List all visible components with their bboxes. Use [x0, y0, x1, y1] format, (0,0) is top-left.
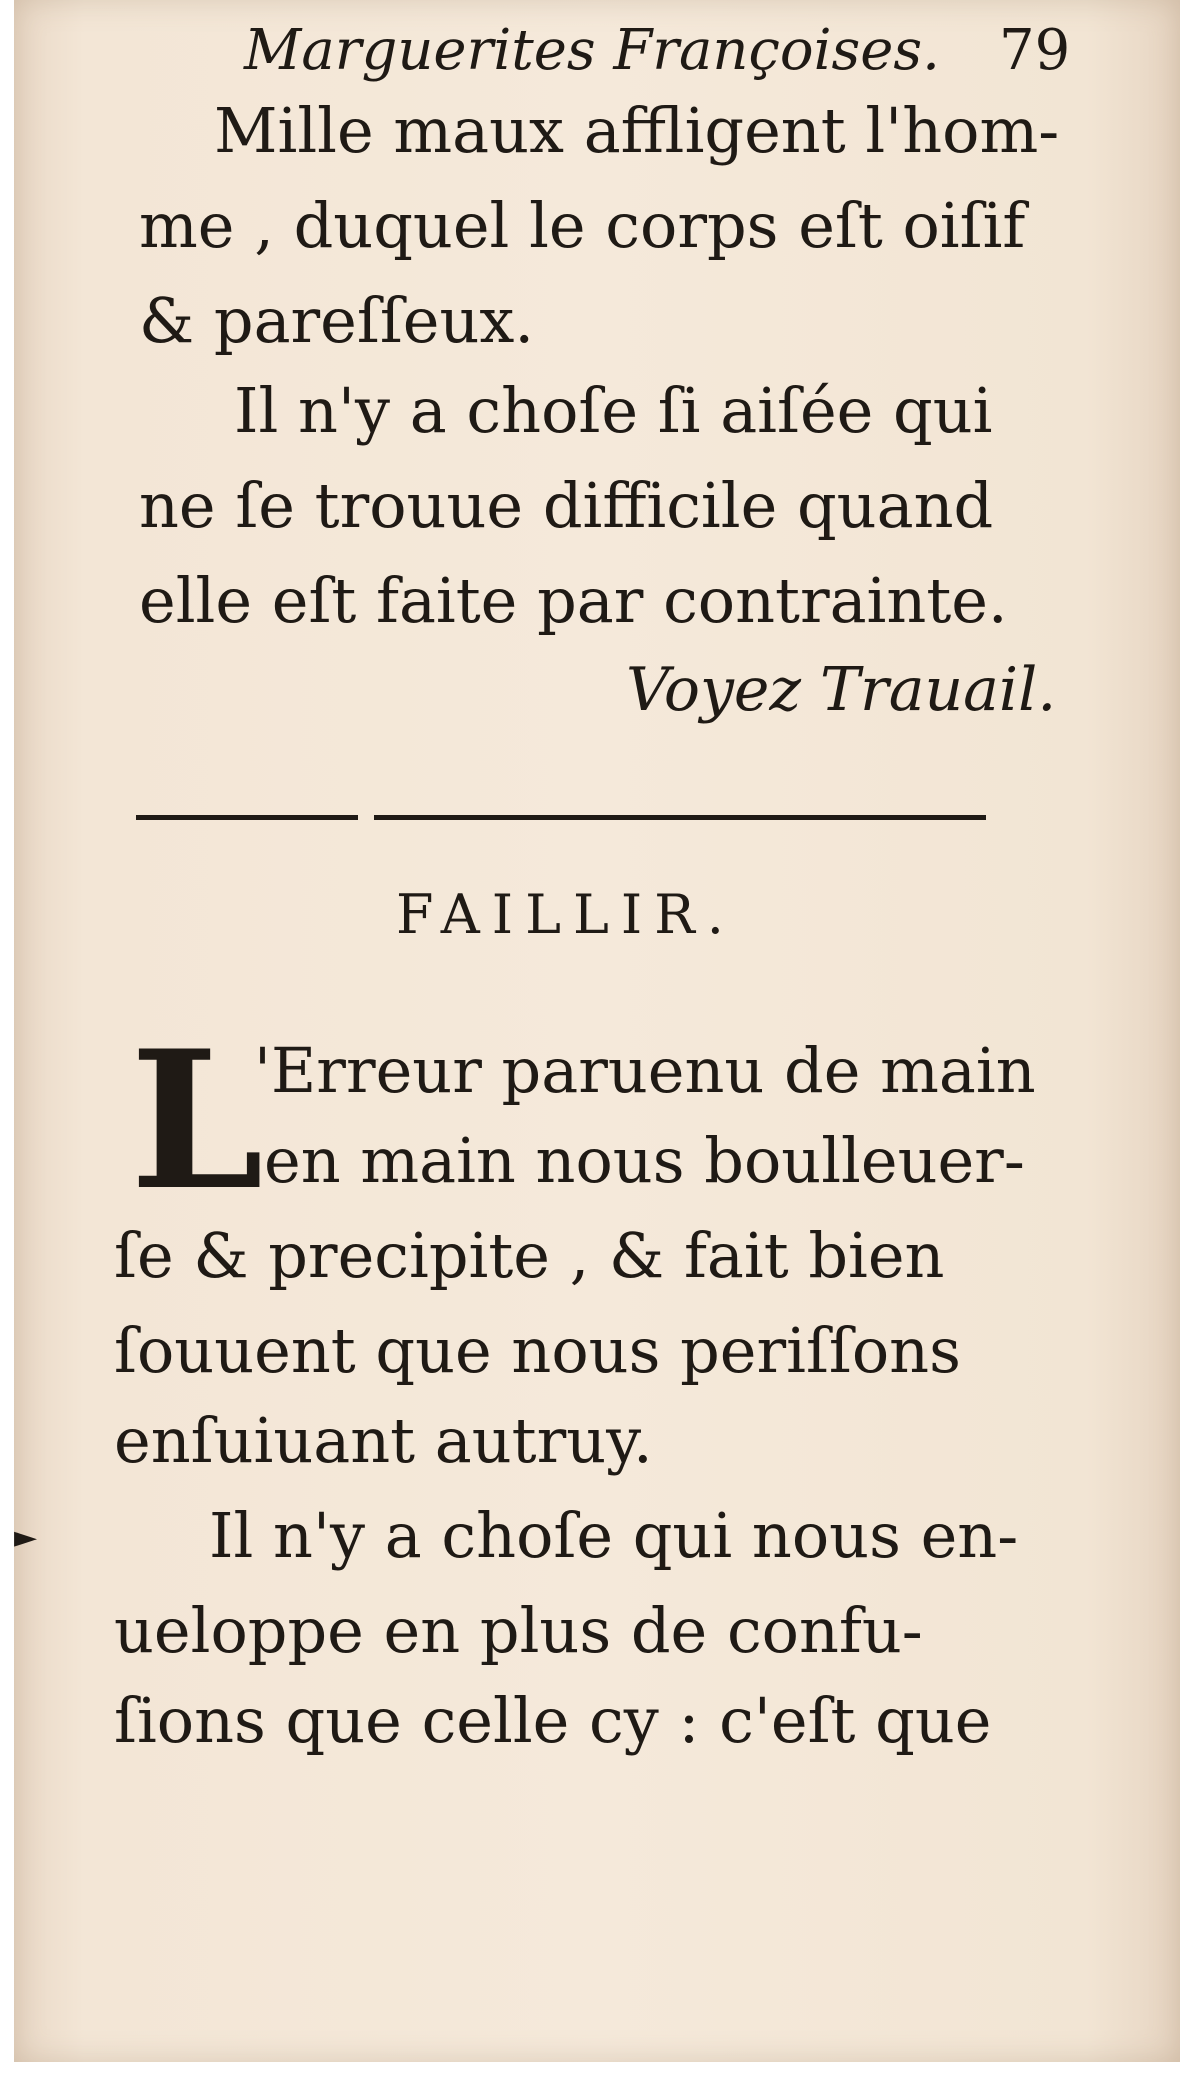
divider-rule-left	[136, 815, 358, 820]
text-line: elle eſt faite par contrainte.	[139, 564, 1008, 637]
text-line: Il n'y a choſe qui nous en-	[209, 1499, 1019, 1572]
running-title: Marguerites Françoises.	[244, 18, 940, 83]
page-number: 79	[999, 18, 1071, 83]
text-line: ſions que celle cy : c'eſt que	[114, 1684, 992, 1757]
drop-cap: L	[130, 1009, 264, 1232]
text-line: ne ſe trouue difficile quand	[139, 469, 994, 542]
text-line: Il n'y a choſe ſi aiſée qui	[234, 374, 993, 447]
divider-rule-right	[374, 815, 986, 820]
text-line: 'Erreur paruenu de main	[254, 1034, 1036, 1107]
book-page	[14, 0, 1180, 2062]
section-heading: FAILLIR.	[396, 883, 736, 946]
text-line: en main nous boulleuer-	[264, 1124, 1025, 1197]
text-line: Mille maux affligent l'hom-	[214, 94, 1060, 167]
text-line: enſuiuant autruy.	[114, 1404, 653, 1477]
text-line: ſe & precipite , & fait bien	[114, 1219, 945, 1292]
text-line: me , duquel le corps eſt oiſif	[139, 189, 1026, 262]
text-line: & pareſſeux.	[139, 284, 535, 357]
text-line: ſouuent que nous periſſons	[114, 1314, 961, 1387]
text-line: ueloppe en plus de confu-	[114, 1594, 923, 1667]
margin-arrow-icon: ►	[14, 1520, 38, 1555]
cross-reference: Voyez Trauail.	[626, 655, 1057, 725]
